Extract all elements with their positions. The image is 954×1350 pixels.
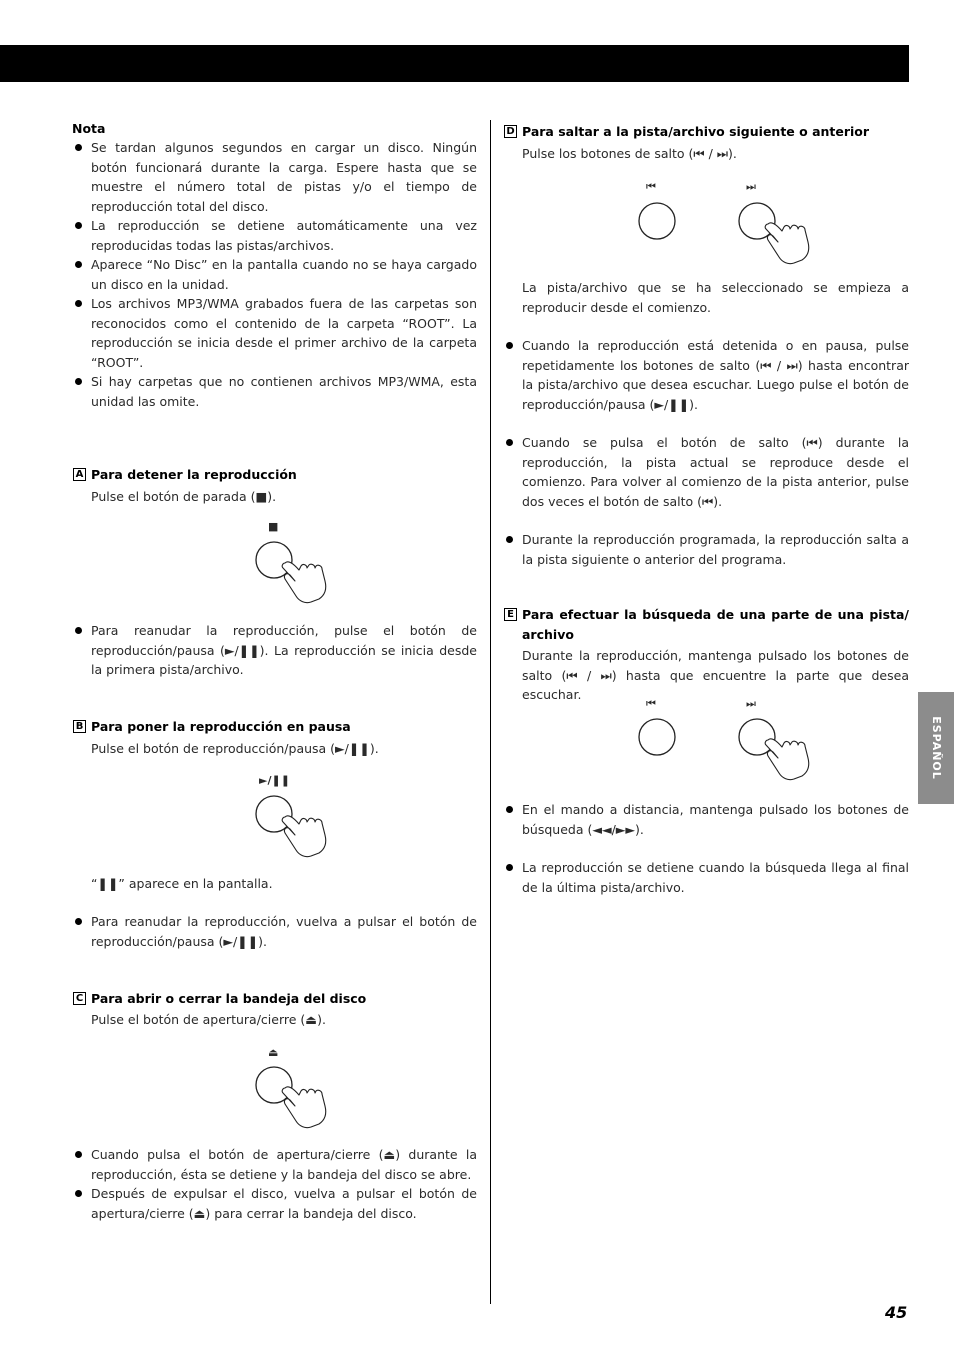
search-back-button-illustration	[638, 718, 678, 758]
section-d-bullet: Cuando se pulsa el botón de salto (⏮) durante la reproducción, la pista actual se reproduce desde el comienzo. Para volver al comienzo de la pista anterior, pulse dos veces el botón de salto (⏮).	[503, 433, 909, 511]
column-divider	[490, 120, 491, 1304]
section-e-notes	[503, 800, 909, 897]
skip-forward-button-label: ⏭	[746, 180, 756, 193]
section-a-heading	[75, 465, 297, 485]
search-back-button-icon	[639, 719, 675, 755]
section-d-instruction: Pulse los botones de salto (⏮ / ⏭).	[522, 146, 737, 161]
stop-button-label: ■	[268, 520, 279, 533]
section-a-bullet: Para reanudar la reproducción, pulse el botón de reproducción/pausa (►/❚❚). La reproducción se inicia desde la primera pista/archivo.	[72, 621, 477, 680]
section-c-letter: C	[73, 992, 86, 1005]
eject-button-label: ⏏	[268, 1046, 279, 1059]
skip-forward-button-illustration	[738, 202, 818, 267]
note-title: Nota	[72, 121, 106, 136]
section-b-instruction: Pulse el botón de reproducción/pausa (►/❚❚).	[91, 741, 379, 756]
hand-pointer-icon	[765, 223, 809, 264]
section-a-instruction: Pulse el botón de parada (■).	[91, 489, 277, 504]
note-bullet: La reproducción se detiene automáticamente una vez reproducidas todas las pistas/archivos.	[72, 216, 477, 255]
section-c-bullet: Después de expulsar el disco, vuelva a pulsar el botón de apertura/cierre (⏏) para cerrar la bandeja del disco.	[72, 1184, 477, 1223]
section-b-heading	[75, 717, 351, 737]
language-tab	[918, 692, 954, 804]
section-c-title: Para abrir o cerrar la bandeja del disco	[91, 991, 367, 1006]
section-d-bullet: Cuando la reproducción está detenida o en pausa, pulse repetidamente los botones de salto (⏮ / ⏭) hasta encontrar la pista/archivo que desea escuchar. Luego pulse el botón de reproducción/pausa (►/❚❚).	[503, 336, 909, 414]
hand-pointer-icon	[765, 739, 809, 780]
section-d-bullet: Durante la reproducción programada, la reproducción salta a la pista siguiente o anterior del programa.	[503, 530, 909, 569]
section-e-heading	[507, 605, 909, 644]
section-b-display-note: “❚❚” aparece en la pantalla.	[91, 876, 273, 891]
section-e-bullet: La reproducción se detiene cuando la búsqueda llega al final de la última pista/archivo.	[503, 858, 909, 897]
hand-pointer-icon	[282, 816, 326, 857]
note-bullet: Los archivos MP3/WMA grabados fuera de las carpetas son reconocidos como el contenido de la carpeta “ROOT”. La reproducción se inicia desde el primer archivo de la carpeta “ROOT”.	[72, 294, 477, 372]
language-tab-label: ESPAÑOL	[929, 716, 943, 780]
hand-pointer-icon	[282, 1087, 326, 1128]
page-number: 45	[885, 1303, 908, 1322]
section-b-bullet: Para reanudar la reproducción, vuelva a pulsar el botón de reproducción/pausa (►/❚❚).	[72, 912, 477, 951]
section-c-heading	[75, 989, 367, 1009]
section-d-after-text: La pista/archivo que se ha seleccionado se empieza a reproducir desde el comienzo.	[522, 280, 909, 315]
search-forward-button-illustration	[738, 718, 818, 783]
section-a-notes	[72, 621, 477, 680]
section-b-letter: B	[73, 720, 86, 733]
note-bullet: Si hay carpetas que no contienen archivos MP3/WMA, esta unidad las omite.	[72, 372, 477, 411]
section-d-heading	[506, 122, 870, 142]
section-d-letter: D	[504, 125, 517, 138]
stop-button-illustration	[255, 541, 335, 606]
play-pause-button-illustration	[255, 795, 335, 860]
eject-button-illustration	[255, 1066, 335, 1131]
section-b-notes	[72, 912, 477, 951]
section-c-notes	[72, 1145, 477, 1223]
skip-back-button-label: ⏮	[646, 180, 656, 193]
section-e-instruction: Durante la reproducción, mantenga pulsado los botones de salto (⏮ / ⏭) hasta que encuentre la parte que desea escuchar.	[522, 648, 909, 702]
skip-back-button-icon	[639, 203, 675, 239]
note-bullet: Se tardan algunos segundos en cargar un disco. Ningún botón funcionará durante la carga. Espere hasta que se muestre el número total de pistas y/o el tiempo de reproducción total del disco.	[72, 138, 477, 216]
section-c-instruction: Pulse el botón de apertura/cierre (⏏).	[91, 1012, 326, 1027]
search-forward-button-label: ⏭	[746, 697, 756, 710]
section-a-title: Para detener la reproducción	[91, 467, 297, 482]
section-e-letter: E	[504, 608, 517, 621]
hand-pointer-icon	[282, 562, 326, 603]
section-a-letter: A	[73, 468, 86, 481]
section-b-title: Para poner la reproducción en pausa	[91, 719, 351, 734]
section-d-title: Para saltar a la pista/archivo siguiente o anterior	[522, 124, 870, 139]
section-e-bullet: En el mando a distancia, mantenga pulsado los botones de búsqueda (◄◄/►►).	[503, 800, 909, 839]
note-list	[72, 138, 477, 411]
note-bullet: Aparece “No Disc” en la pantalla cuando no se haya cargado un disco en la unidad.	[72, 255, 477, 294]
play-pause-button-label: ►/❚❚	[259, 774, 290, 787]
search-back-button-label: ⏮	[646, 697, 656, 710]
section-c-bullet: Cuando pulsa el botón de apertura/cierre (⏏) durante la reproducción, ésta se detiene y la bandeja del disco se abre.	[72, 1145, 477, 1184]
section-d-notes	[503, 336, 909, 569]
skip-back-button-illustration	[638, 202, 678, 242]
section-e-title: Para efectuar la búsqueda de una parte de una pista/ archivo	[522, 607, 909, 642]
header-bar	[0, 45, 909, 82]
